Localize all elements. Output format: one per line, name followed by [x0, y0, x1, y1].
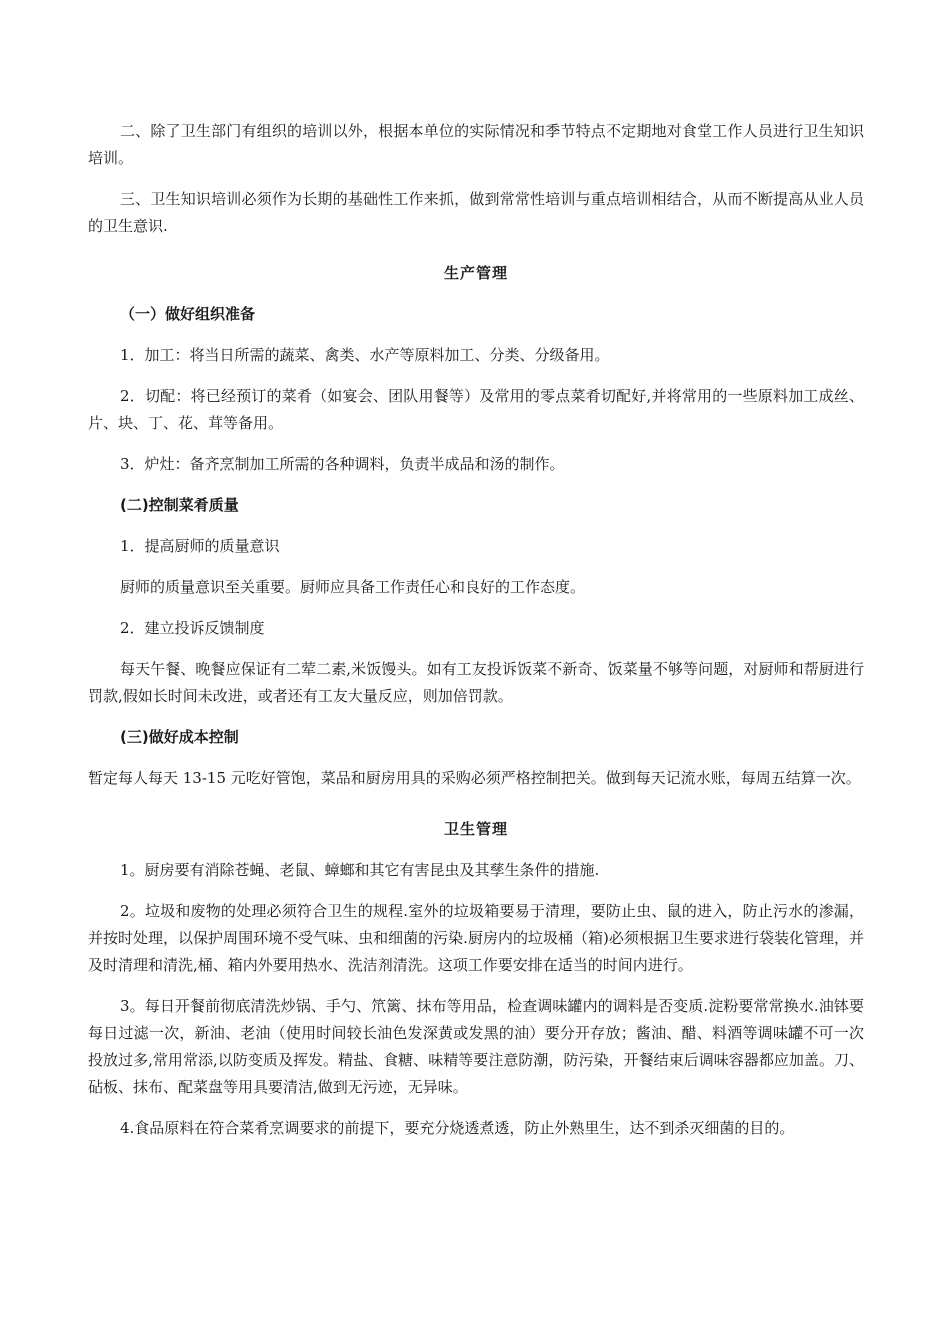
paragraph-training-2: 二、除了卫生部门有组织的培训以外，根据本单位的实际情况和季节特点不定期地对食堂工作人员进行卫生知识培训。: [88, 122, 864, 167]
section-title-hygiene: 卫生管理: [443, 820, 508, 838]
list-item: 厨师的质量意识至关重要。厨师应具备工作责任心和良好的工作态度。: [120, 578, 586, 596]
list-item: 1．加工：将当日所需的蔬菜、禽类、水产等原料加工、分类、分级备用。: [120, 346, 610, 364]
list-item: 3．炉灶：备齐烹制加工所需的各种调料，负责半成品和汤的制作。: [120, 455, 565, 473]
section-title-production: 生产管理: [443, 264, 508, 282]
list-item: 3。每日开餐前彻底清洗炒锅、手勺、笊篱、抹布等用品，检查调味罐内的调料是否变质.淀粉要常常换水.油钵要每日过滤一次，新油、老油（使用时间较长油色发深黄或发黑的油）要分开存放；酱油、醋、料酒等调味罐不可一次投放过多,常用常添,以防变质及挥发。精盐、食糖、味精等要注意防潮，防污染，开餐结束后调味容器都应加盖。刀、砧板、抹布、配菜盘等用具要清洁,做到无污迹，无异味。: [88, 997, 864, 1096]
subheading-cost: (三)做好成本控制: [120, 728, 239, 746]
list-item: 2．切配：将已经预订的菜肴（如宴会、团队用餐等）及常用的零点菜肴切配好,并将常用的一些原料加工成丝、片、块、丁、花、茸等备用。: [88, 387, 864, 432]
list-item: 2。垃圾和废物的处理必须符合卫生的规程.室外的垃圾箱要易于清理，要防止虫、鼠的进入，防止污水的渗漏，并按时处理，以保护周围环境不受气味、虫和细菌的污染.厨房内的垃圾桶（箱)必须根据卫生要求进行袋装化管理，并及时清理和清洗,桶、箱内外要用热水、洗洁剂清洗。这项工作要安排在适当的时间内进行。: [88, 902, 864, 974]
list-item: 每天午餐、晚餐应保证有二荤二素,米饭馒头。如有工友投诉饭菜不新奇、饭菜量不够等问题，对厨师和帮厨进行罚款,假如长时间未改进，或者还有工友大量反应，则加倍罚款。: [88, 660, 864, 705]
subheading-quality: (二)控制菜肴质量: [120, 496, 239, 514]
paragraph-cost: 暂定每人每天 13-15 元吃好管饱，菜品和厨房用具的采购必须严格控制把关。做到每天记流水账，每周五结算一次。: [88, 769, 861, 787]
list-item: 1。厨房要有消除苍蝇、老鼠、蟑螂和其它有害昆虫及其孳生条件的措施.: [120, 861, 600, 879]
paragraph-training-3: 三、卫生知识培训必须作为长期的基础性工作来抓，做到常常性培训与重点培训相结合，从而不断提高从业人员的卫生意识.: [88, 190, 864, 235]
subheading-organization: （一）做好组织准备: [120, 305, 256, 323]
list-item: 2．建立投诉反馈制度: [120, 619, 265, 637]
list-item: 1．提高厨师的质量意识: [120, 537, 280, 555]
list-item: 4.食品原料在符合菜肴烹调要求的前提下，要充分烧透煮透，防止外熟里生，达不到杀灭细菌的目的。: [120, 1119, 795, 1137]
document-page: [88, 118, 864, 1142]
